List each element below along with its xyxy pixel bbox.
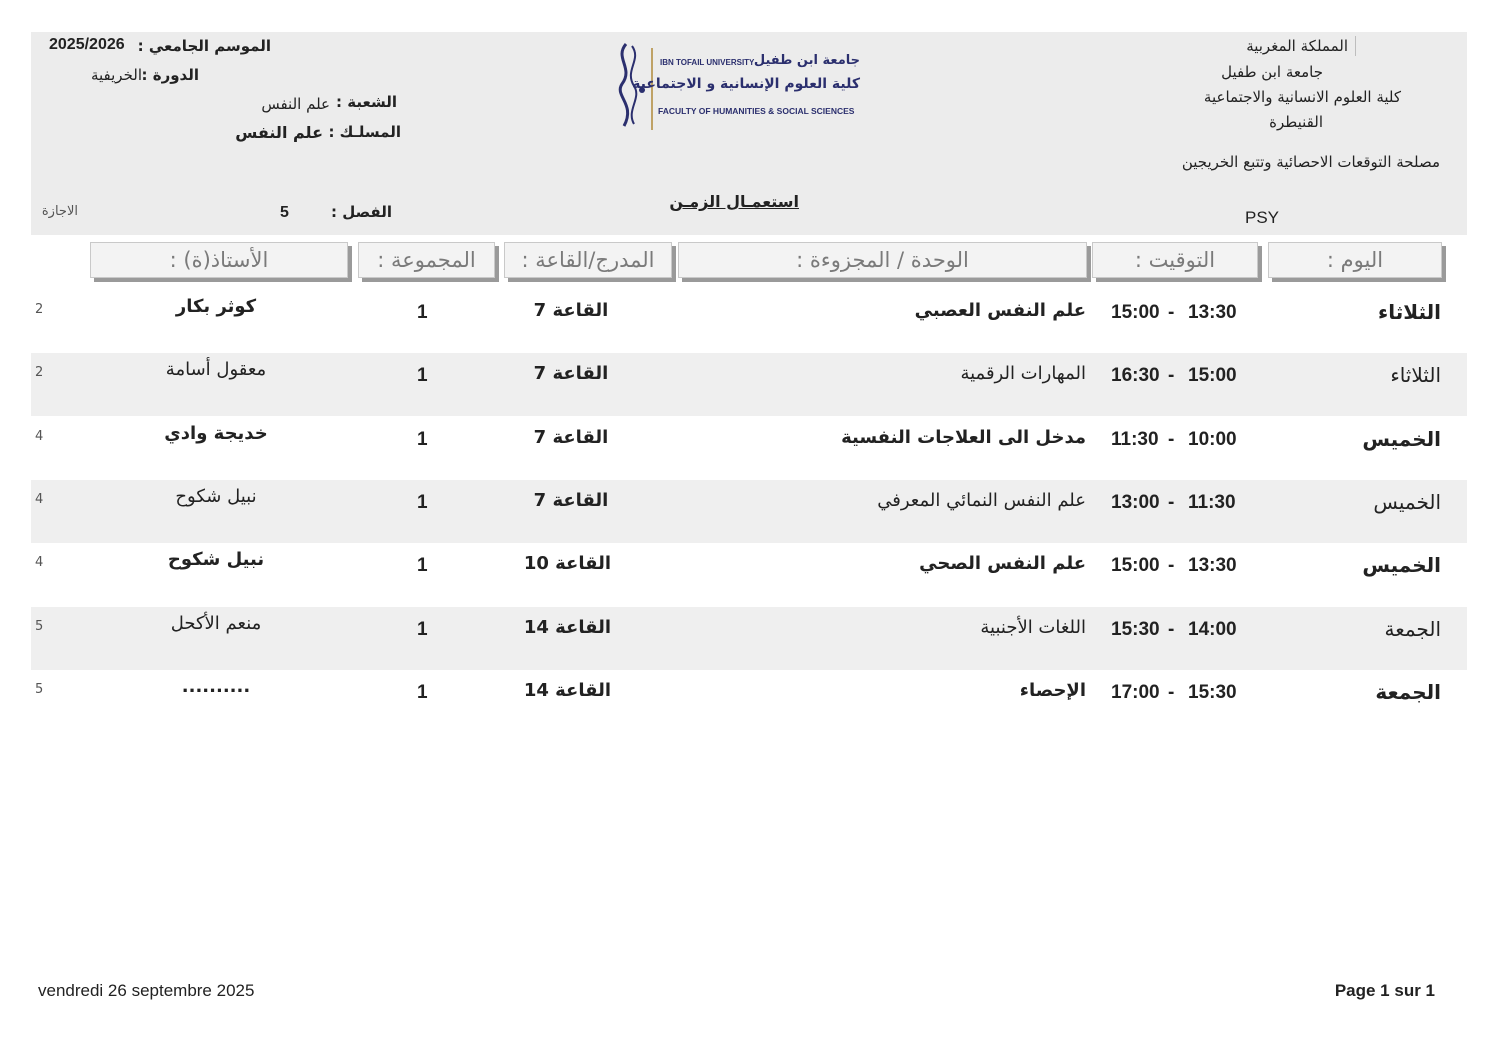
column-header-module: الوحدة / المجزوءة : bbox=[678, 242, 1087, 278]
teacher-cell: كوثر بكار bbox=[175, 296, 257, 317]
season-label: الموسم الجامعي : bbox=[137, 37, 271, 55]
end-time-cell: 15:00 bbox=[1111, 555, 1160, 576]
time-separator: - bbox=[1168, 682, 1175, 703]
university-logo bbox=[612, 40, 864, 132]
end-time-cell: 13:00 bbox=[1111, 492, 1160, 513]
session-value: الخريفية bbox=[90, 66, 142, 84]
day-cell: الجمعة bbox=[1384, 617, 1441, 641]
end-time-cell: 11:30 bbox=[1111, 429, 1159, 450]
edge-cell: 4 bbox=[35, 492, 44, 507]
logo-ar-top: جامعة ابن طفيل bbox=[753, 53, 860, 68]
day-cell: الخميس bbox=[1362, 427, 1441, 451]
day-cell: الجمعة bbox=[1375, 680, 1441, 704]
room-cell: القاعة 14 bbox=[523, 680, 611, 701]
teacher-cell: خديجة وادي bbox=[164, 423, 268, 444]
footer-date: vendredi 26 septembre 2025 bbox=[38, 981, 255, 1000]
module-cell: الإحصاء bbox=[1019, 680, 1086, 701]
edge-cell: 5 bbox=[35, 619, 44, 634]
start-time-cell: 14:00 bbox=[1188, 619, 1237, 640]
university-label: جامعة ابن طفيل bbox=[1221, 63, 1323, 81]
track-value: علم النفس bbox=[235, 123, 323, 142]
time-separator: - bbox=[1168, 429, 1175, 450]
start-time-cell: 15:00 bbox=[1188, 365, 1237, 386]
room-cell: القاعة 10 bbox=[523, 553, 611, 574]
table-row bbox=[31, 543, 1467, 606]
branch-label: الشعبة : bbox=[336, 93, 397, 111]
session-label: الدورة : bbox=[141, 66, 199, 84]
module-cell: علم النفس الصحي bbox=[919, 553, 1086, 574]
start-time-cell: 15:30 bbox=[1188, 682, 1237, 703]
end-time-cell: 15:30 bbox=[1111, 619, 1160, 640]
footer-page: Page 1 sur 1 bbox=[1334, 981, 1435, 1000]
branch-value: علم النفس bbox=[261, 95, 330, 113]
day-cell: الثلاثاء bbox=[1378, 300, 1441, 324]
teacher-cell: منعم الأكحل bbox=[170, 613, 262, 634]
table-row bbox=[31, 417, 1467, 480]
edge-cell: 2 bbox=[35, 365, 44, 380]
logo-ar-mid: كلية العلوم الإنسانية و الاجتماعية bbox=[632, 76, 860, 92]
city-label: القنيطرة bbox=[1269, 113, 1323, 131]
time-separator: - bbox=[1168, 365, 1175, 386]
time-separator: - bbox=[1168, 302, 1175, 323]
edge-cell: 4 bbox=[35, 429, 44, 444]
table-row bbox=[31, 607, 1467, 670]
program-code: PSY bbox=[1245, 208, 1280, 227]
group-cell: 1 bbox=[417, 492, 428, 513]
column-header-time: التوقيت : bbox=[1092, 242, 1258, 278]
teacher-cell: .......... bbox=[181, 676, 251, 697]
start-time-cell: 13:30 bbox=[1188, 302, 1237, 323]
room-cell: القاعة 7 bbox=[533, 363, 609, 384]
start-time-cell: 11:30 bbox=[1188, 492, 1236, 513]
time-separator: - bbox=[1168, 492, 1175, 513]
edge-cell: 2 bbox=[35, 302, 44, 317]
end-time-cell: 15:00 bbox=[1111, 302, 1160, 323]
room-cell: القاعة 14 bbox=[523, 617, 611, 638]
service-label: مصلحة التوقعات الاحصائية وتتبع الخريجين bbox=[1181, 153, 1440, 171]
semester-value: 5 bbox=[280, 204, 289, 221]
module-cell: المهارات الرقمية bbox=[960, 363, 1086, 384]
start-time-cell: 10:00 bbox=[1188, 429, 1237, 450]
table-row bbox=[31, 290, 1467, 353]
edge-cell: 5 bbox=[35, 682, 44, 697]
room-cell: القاعة 7 bbox=[533, 427, 609, 448]
kingdom-label: المملكة المغربية bbox=[1246, 37, 1348, 55]
season-value: 2025/2026 bbox=[49, 36, 125, 53]
column-header-room: المدرج/القاعة : bbox=[504, 242, 672, 278]
logo-en-bottom: FACULTY OF HUMANITIES & SOCIAL SCIENCES bbox=[658, 106, 855, 116]
teacher-cell: نبيل شكوح bbox=[167, 549, 265, 570]
start-time-cell: 13:30 bbox=[1188, 555, 1237, 576]
divider bbox=[1355, 36, 1356, 56]
group-cell: 1 bbox=[417, 619, 428, 640]
module-cell: علم النفس النمائي المعرفي bbox=[877, 490, 1086, 511]
time-separator: - bbox=[1168, 619, 1175, 640]
teacher-cell: معقول أسامة bbox=[165, 359, 267, 380]
track-label: المسلـك : bbox=[328, 123, 401, 141]
column-header-group: المجموعة : bbox=[358, 242, 495, 278]
group-cell: 1 bbox=[417, 302, 428, 323]
faculty-label: كلية العلوم الانسانية والاجتماعية bbox=[1203, 88, 1401, 106]
day-cell: الخميس bbox=[1362, 553, 1441, 577]
day-cell: الثلاثاء bbox=[1390, 363, 1441, 387]
table-row bbox=[31, 670, 1467, 733]
group-cell: 1 bbox=[417, 682, 428, 703]
end-time-cell: 17:00 bbox=[1111, 682, 1160, 703]
logo-en-top: IBN TOFAIL UNIVERSITY bbox=[660, 58, 755, 67]
semester-label: الفصل : bbox=[331, 203, 392, 221]
end-time-cell: 16:30 bbox=[1111, 365, 1160, 386]
room-cell: القاعة 7 bbox=[533, 490, 609, 511]
degree-label: الاجازة bbox=[41, 204, 78, 219]
column-header-teacher: الأستاذ(ة) : bbox=[90, 242, 348, 278]
group-cell: 1 bbox=[417, 365, 428, 386]
module-cell: مدخل الى العلاجات النفسية bbox=[841, 427, 1086, 448]
page-title: استعمـال الزمـن bbox=[669, 192, 799, 211]
table-row bbox=[31, 353, 1467, 416]
group-cell: 1 bbox=[417, 555, 428, 576]
table-row bbox=[31, 480, 1467, 543]
day-cell: الخميس bbox=[1373, 490, 1441, 514]
column-header-day: اليوم : bbox=[1268, 242, 1442, 278]
edge-cell: 4 bbox=[35, 555, 44, 570]
group-cell: 1 bbox=[417, 429, 428, 450]
room-cell: القاعة 7 bbox=[533, 300, 609, 321]
time-separator: - bbox=[1168, 555, 1175, 576]
module-cell: اللغات الأجنبية bbox=[980, 617, 1086, 638]
module-cell: علم النفس العصبي bbox=[914, 300, 1086, 321]
teacher-cell: نبيل شكوح bbox=[175, 486, 257, 507]
